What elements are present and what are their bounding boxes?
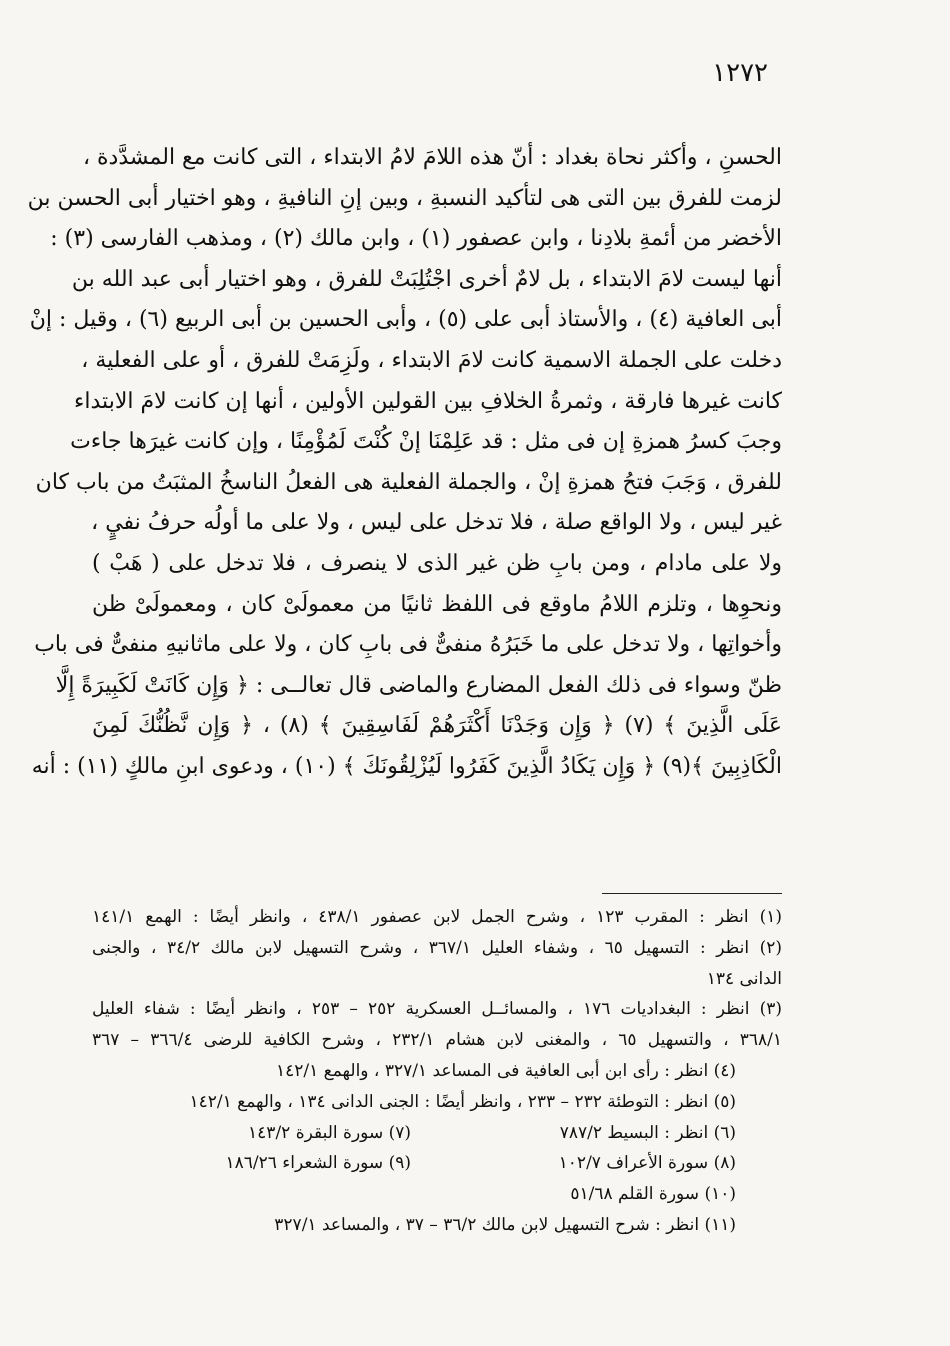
footnotes (92, 902, 782, 1241)
footnote-6: (٦) انظر : البسيط ٧٨٧/٢ (559, 1122, 736, 1143)
footnote-3-continued: ٣٦٨/١ ، والتسهيل ٦٥ ، والمغنى لابن هشام ٢٣٢/١ ، وشرح الكافية للرضى ٣٦٦/٤ – ٣٦٧ (92, 1030, 782, 1051)
body-line: ولا على مادام ، ومن بابِ ظن غير الذى لا ينصرف ، فلا تدخل على ( هَبْ ) (92, 550, 782, 576)
body-line: دخلت على الجملة الاسمية كانت لامَ الابتداء ، ولَزِمَتْ للفرق ، أو على الفعلية ، (81, 347, 782, 373)
body-line: ظنّ وسواء فى ذلك الفعل المضارع والماضى قال تعالــى : ﴿ وَإِن كَانَتْ لَكَبِيرَةً إِلَّا (55, 672, 782, 698)
footnote-2: (٢) انظر : التسهيل ٦٥ ، وشفاء العليل ٣٦٧/١ ، وشرح التسهيل لابن مالك ٣٤/٢ ، والجنى (92, 937, 783, 958)
body-line: وجبَ كسرُ همزةِ إن فى مثل : قد عَلِمْنَا إنْ كُنْتَ لَمُؤْمِنًا ، وإن كانت غيرَها جاءت (70, 429, 782, 455)
footnote-row-6-7 (92, 1118, 782, 1149)
footnote-2-continued: الدانى ١٣٤ (706, 968, 782, 989)
footnote-5: (٥) انظر : التوطئة ٢٣٢ – ٢٣٣ ، وانظر أيضًا : الجنى الدانى ١٣٤ ، والهمع ١٤٢/١ (189, 1091, 736, 1112)
footnote-4: (٤) انظر : رأى ابن أبى العافية فى المساعد ٣٢٧/١ ، والهمع ١٤٢/١ (276, 1060, 736, 1081)
footnote-7: (٧) سورة البقرة ١٤٣/٢ (248, 1122, 411, 1143)
footnote-row-8-9 (92, 1148, 782, 1179)
body-line: للفرق ، وَجَبَ فتحُ همزةِ إنْ ، والجملة الفعلية هى الفعلُ الناسخُ المثبَتُ من باب كان (35, 469, 782, 495)
body-line: غير ليس ، ولا الواقع صلة ، فلا تدخل على ليس ، ولا على ما أولُه حرفُ نفيٍ ، (91, 510, 782, 536)
body-text (27, 138, 783, 788)
body-line: وأخواتِها ، ولا تدخل على ما خَبَرُهُ منفىٌّ فى بابِ كان ، ولا على ماثانيهِ منفىٌّ فى باب (34, 632, 782, 658)
footnote-10: (١٠) سورة القلم ٥١/٦٨ (570, 1184, 736, 1205)
page-number: ١٢٧٢ (712, 58, 768, 88)
body-line: الْكَاذِبِينَ ﴾(٩) ﴿ وَإِن يَكَادُ الَّذِينَ كَفَرُوا لَيُزْلِقُونَكَ ﴾ (١٠) ، ودعوى ابنِ مالكٍ (١١) : أنه (31, 753, 782, 779)
body-line: ونحوِها ، وتلزم اللامُ ماوقع فى اللفظ ثانيًا من معمولَىْ كان ، ومعمولَىْ ظن (92, 591, 782, 617)
body-line: كانت غيرها فارقة ، وثمرةُ الخلافِ بين القولين الأولين ، أنها إن كانت لامَ الابتداء (74, 388, 782, 414)
footnote-3: (٣) انظر : البغداديات ١٧٦ ، والمسائــل العسكرية ٢٥٢ – ٢٥٣ ، وانظر أيضًا : شفاء العليل (92, 999, 782, 1020)
body-line: الحسنِ ، وأكثر نحاة بغداد : أنّ هذه اللامَ لامُ الابتداء ، التى كانت مع المشدَّدة ، (82, 145, 782, 170)
body-line: الأخضر من أئمةِ بلادِنا ، وابن عصفور (١) ، وابن مالك (٢) ، ومذهب الفارسى (٣) : (50, 226, 782, 252)
footnote-separator (602, 893, 782, 894)
footnote-9: (٩) سورة الشعراء ١٨٦/٢٦ (225, 1153, 411, 1174)
footnote-11: (١١) انظر : شرح التسهيل لابن مالك ٣٦/٢ – ٣٧ ، والمساعد ٣٢٧/١ (274, 1214, 736, 1235)
body-line: أبى العافية (٤) ، والأستاذ أبى على (٥) ، وأبى الحسين بن أبى الربيع (٦) ، وقيل : إنْ (29, 307, 782, 333)
body-line: لزمت للفرق بين التى هى لتأكيد النسبةِ ، وبين إنِ النافيةِ ، وهو اختيار أبى الحسن بن (27, 185, 782, 211)
body-line: أنها ليست لامَ الابتداء ، بل لامٌ أخرى اجْتُلِبَتْ للفرق ، وهو اختيار أبى عبد الله بن (71, 266, 782, 292)
body-line: عَلَى الَّذِينَ ﴾ (٧) ﴿ وَإِن وَجَدْنَا أَكْثَرَهُمْ لَفَاسِقِينَ ﴾ (٨) ، ﴿ وَإِن نَّظُنُّكَ لَمِنَ (92, 713, 783, 739)
footnote-1: (١) انظر : المقرب ١٢٣ ، وشرح الجمل لابن عصفور ٤٣٨/١ ، وانظر أيضًا : الهمع ١٤١/١ (92, 907, 782, 927)
footnote-8: (٨) سورة الأعراف ١٠٢/٧ (558, 1153, 736, 1174)
